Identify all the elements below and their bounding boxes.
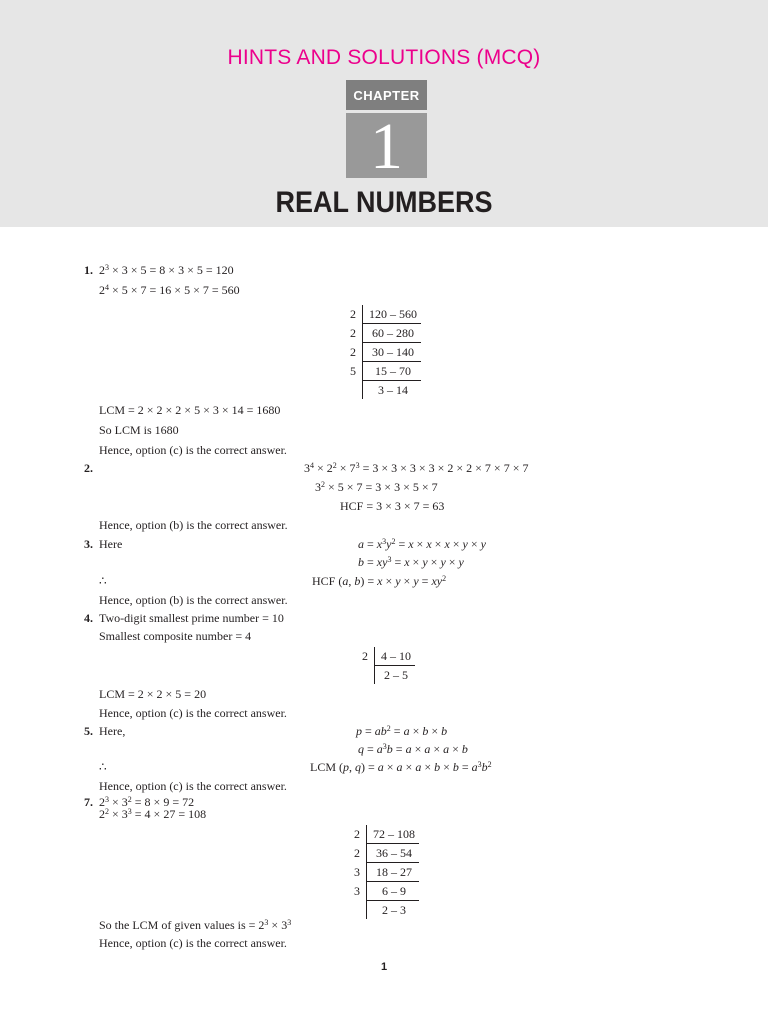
q1-line1: $2^3 \times 3 \times 5 = 8 \times 3 \times 5 = 120$ bbox=[99, 263, 234, 277]
division-row: 2 – 3 bbox=[350, 901, 419, 920]
q2-eq2: $3^2 \times 5 \times 7 = 3 \times 3 \times 5 \times 7$ bbox=[315, 480, 438, 494]
question-number: 5. bbox=[84, 724, 93, 738]
division-row: 3 6 – 9 bbox=[350, 882, 419, 901]
therefore-symbol: ∴ bbox=[99, 574, 107, 588]
q4-line2: Smallest composite number = 4 bbox=[99, 629, 252, 643]
q4-line1: Two-digit smallest prime number = 10 bbox=[99, 611, 284, 625]
q2-eq1: $3^4 \times 2^2 \times 7^3 = 3 \times 3 \times 3 \times 3 \times 2 \times 2 \times 7 \times 7 \times 7$ bbox=[304, 461, 529, 475]
chapter-number: 1 bbox=[346, 113, 427, 178]
q4-answer: Hence, option (c) is the correct answer. bbox=[99, 706, 287, 720]
q5-answer: Hence, option (c) is the correct answer. bbox=[99, 779, 287, 793]
division-row: 2 4 – 10 bbox=[358, 647, 415, 666]
q3-answer: Hence, option (b) is the correct answer. bbox=[99, 593, 288, 607]
question-number: 7. bbox=[84, 795, 93, 809]
q3-hcf: HCF (a, $b) = x \times y \times y = xy^2$ bbox=[312, 574, 447, 588]
q7-lcm: So the LCM of given values is = $2^3 \times 3^3$ bbox=[99, 918, 292, 932]
q1-line2: $2^4 \times 5 \times 7 = 16 \times 5 \times 7 = 560$ bbox=[99, 283, 240, 297]
question-number: 4. bbox=[84, 611, 93, 625]
q1-lcm: LCM = 2 × 2 × 2 × 5 × 3 × 14 = 1680 bbox=[99, 403, 281, 417]
page-number: 1 bbox=[380, 961, 388, 973]
q4-lcm: LCM = 2 × 2 × 5 = 20 bbox=[99, 687, 207, 701]
q7-line1: $2^3 \times 3^2 = 8 \times 9 = 72$ bbox=[99, 795, 195, 809]
division-row: 2 60 – 280 bbox=[346, 324, 421, 343]
chapter-label: CHAPTER bbox=[346, 80, 427, 110]
therefore-symbol: ∴ bbox=[99, 760, 107, 774]
q7-answer: Hence, option (c) is the correct answer. bbox=[99, 936, 287, 950]
division-row: 2 120 – 560 bbox=[346, 305, 421, 324]
division-row: 3 18 – 27 bbox=[350, 863, 419, 882]
q5-eq-q: $q = a^3b = a \times a \times a \times b$ bbox=[358, 742, 468, 756]
q1-so: So LCM is 1680 bbox=[99, 423, 179, 437]
division-row: 2 72 – 108 bbox=[350, 825, 419, 844]
division-row: 2 30 – 140 bbox=[346, 343, 421, 362]
q3-here: Here bbox=[99, 537, 123, 551]
q7-division-table bbox=[350, 825, 419, 919]
question-number: 2. bbox=[84, 461, 93, 475]
division-row: 3 – 14 bbox=[346, 381, 421, 400]
q4-division-table bbox=[358, 647, 415, 684]
division-row: 2 – 5 bbox=[358, 666, 415, 685]
chapter-title: REAL NUMBERS bbox=[275, 186, 493, 219]
q5-here: Here, bbox=[99, 724, 126, 738]
q1-answer: Hence, option (c) is the correct answer. bbox=[99, 443, 287, 457]
section-title: HINTS AND SOLUTIONS (MCQ) bbox=[227, 46, 541, 69]
q3-eq-b: $b = xy^3 = x \times y \times y \times y$ bbox=[358, 555, 464, 569]
chapter-header bbox=[0, 0, 768, 227]
division-row: 2 36 – 54 bbox=[350, 844, 419, 863]
q3-eq-a: $a = x^3y^2 = x \times x \times x \times y \times y$ bbox=[358, 537, 486, 551]
question-number: 1. bbox=[84, 263, 93, 277]
q5-lcm: LCM (p, $q) = a \times a \times a \times b \times b = a^3b^2$ bbox=[310, 760, 492, 774]
q1-division-table bbox=[346, 305, 421, 399]
question-number: 3. bbox=[84, 537, 93, 551]
division-row: 5 15 – 70 bbox=[346, 362, 421, 381]
q2-answer: Hence, option (b) is the correct answer. bbox=[99, 518, 288, 532]
q5-eq-p: $p = ab^2 = a \times b \times b$ bbox=[356, 724, 448, 738]
q7-line2: $2^2 \times 3^3 = 4 \times 27 = 108$ bbox=[99, 807, 207, 821]
q2-hcf: HCF = 3 × 3 × 7 = 63 bbox=[340, 499, 445, 513]
